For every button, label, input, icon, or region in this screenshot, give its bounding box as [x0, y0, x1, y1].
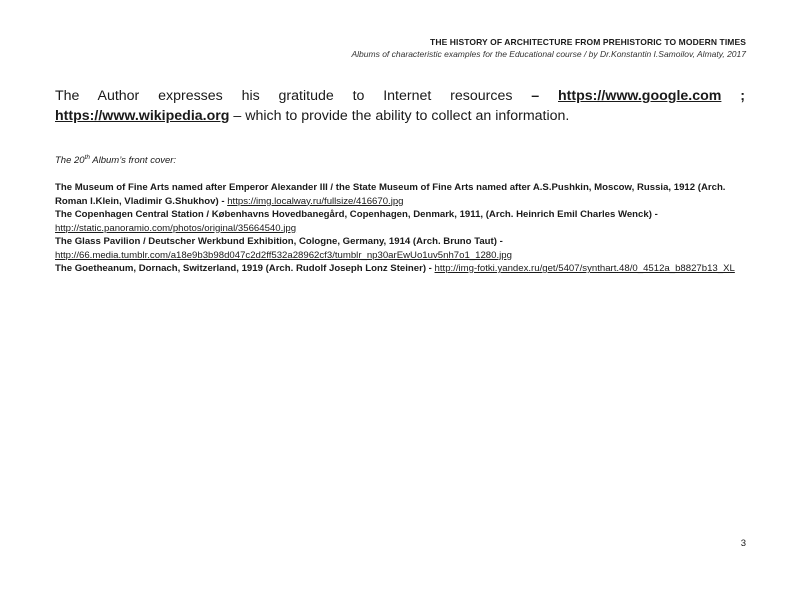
gratitude-paragraph — [55, 86, 745, 126]
entry-description: The Copenhagen Central Station / Københavns Hovedbanegård, Copenhagen, Denmark, 1911, (Arch. Heinrich Emil Charles Wenck) - — [55, 209, 658, 220]
entry-link[interactable]: http://66.media.tumblr.com/a18e9b3b98d047c2d2ff532a28962cf3/tumblr_np30arEwUo1uv5nh7o1_1280.jpg — [55, 249, 512, 261]
gratitude-intro: The Author expresses his gratitude to Internet resources — [55, 88, 513, 104]
document-subtitle: Albums of characteristic examples for the Educational course / by Dr.Konstantin I.Samoilov, Almaty, 2017 — [351, 49, 746, 59]
list-item — [55, 235, 755, 262]
gratitude-dash: – — [531, 88, 540, 104]
cover-label — [55, 154, 176, 166]
entry-description: The Museum of Fine Arts named after Emperor Alexander III / the State Museum of Fine Arts named after A.S.Pushkin, Moscow, Russia, 1912 (Arch. Roman I.Klein, Vladimir G.Shukhov) - — [55, 182, 726, 207]
document-title: THE HISTORY OF ARCHITECTURE FROM PREHISTORIC TO MODERN TIMES — [430, 37, 746, 47]
cover-entries-list — [55, 181, 755, 276]
entry-link[interactable]: http://static.panoramio.com/photos/original/35664540.jpg — [55, 222, 297, 234]
entry-description: The Glass Pavilion / Deutscher Werkbund Exhibition, Cologne, Germany, 1914 (Arch. Bruno Taut) - — [55, 236, 503, 247]
gratitude-separator: ; — [740, 88, 745, 104]
list-item — [55, 208, 755, 235]
cover-label-superscript: th — [84, 154, 90, 161]
entry-link[interactable]: http://img-fotki.yandex.ru/get/5407/synthart.48/0_4512a_b8827b13_XL — [434, 263, 735, 274]
page-header — [352, 36, 747, 60]
google-link[interactable]: https://www.google.com — [558, 88, 722, 104]
entry-description: The Goetheanum, Dornach, Switzerland, 1919 (Arch. Rudolf Joseph Lonz Steiner) - — [55, 263, 432, 274]
cover-label-prefix: The 20 — [55, 155, 85, 167]
entry-link[interactable]: https://img.localway.ru/fullsize/416670.jpg — [227, 195, 404, 207]
wikipedia-link[interactable]: https://www.wikipedia.org — [55, 108, 230, 124]
page-number: 3 — [740, 538, 746, 549]
cover-label-suffix: Album’s front cover: — [90, 155, 177, 167]
list-item — [55, 181, 755, 208]
list-item — [55, 262, 755, 276]
gratitude-outro: – which to provide the ability to collect an information. — [233, 108, 570, 124]
